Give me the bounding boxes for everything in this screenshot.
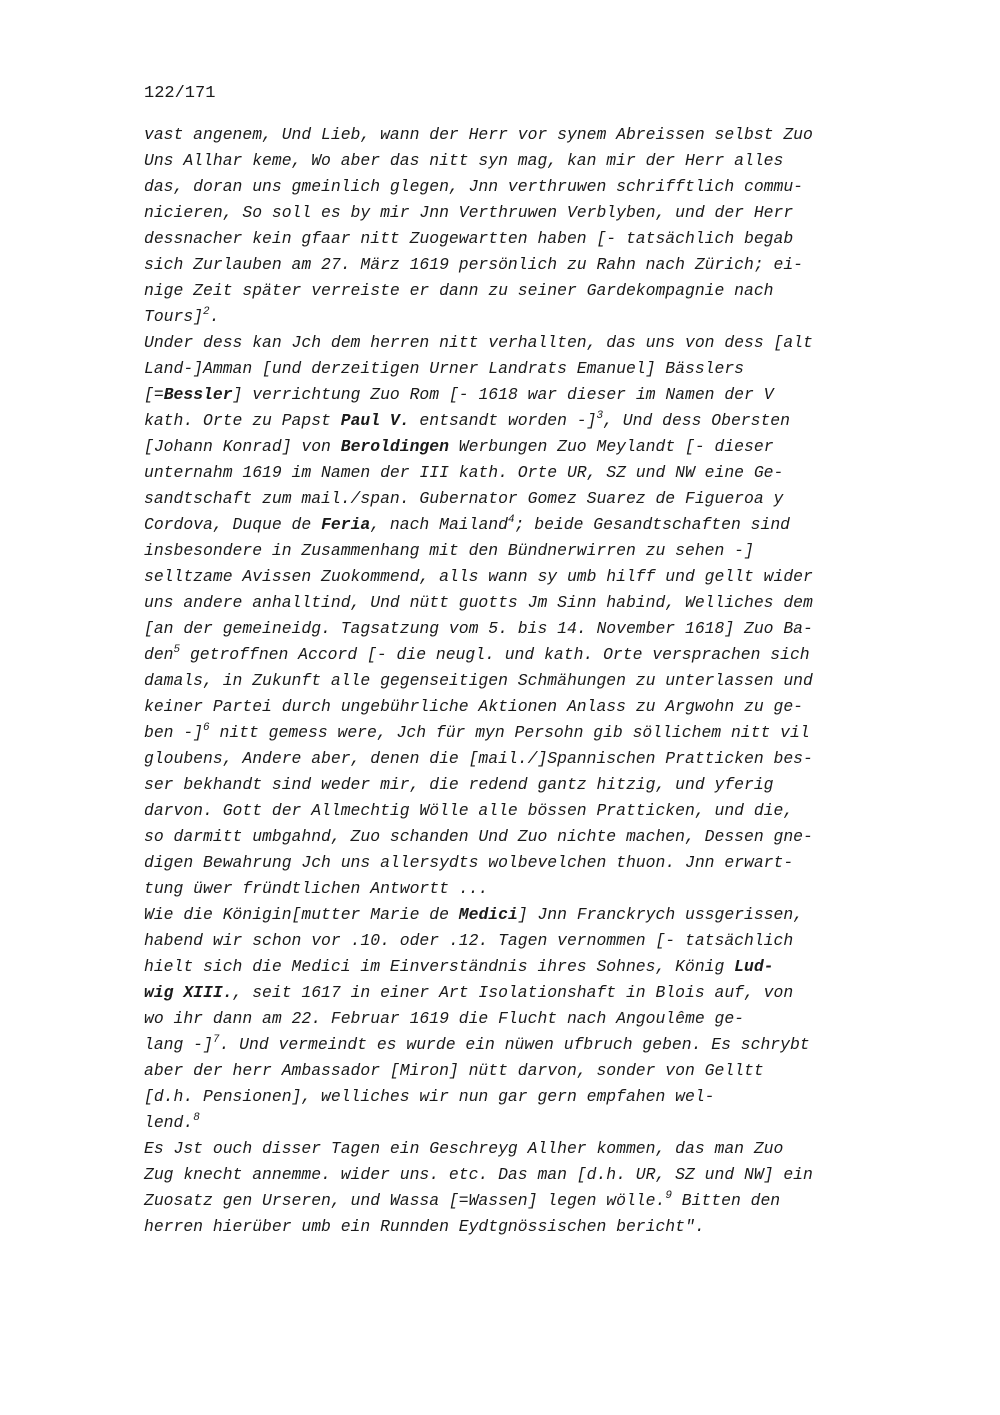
- emphasized-name: Paul V.: [340, 411, 410, 430]
- text-segment: [d.h. Pensionen], welliches wir nun gar gern empfahen wel-: [144, 1087, 715, 1106]
- text-line: [144, 824, 924, 850]
- text-segment: damals, in Zukunft alle gegenseitigen Schmähungen zu unterlassen und: [144, 671, 813, 690]
- document-body: [144, 122, 924, 1240]
- text-segment: ] Jnn Franckrych ussgerissen,: [517, 905, 804, 924]
- text-line: [144, 460, 924, 486]
- text-segment: digen Bewahrung Jch uns allersydts wolbevelchen thuon. Jnn erwart-: [144, 853, 794, 872]
- text-line: [144, 850, 924, 876]
- text-line: [144, 252, 924, 278]
- text-segment: Es Jst ouch disser Tagen ein Geschreyg Allher kommen, das man Zuo: [144, 1139, 784, 1158]
- footnote-reference: 6: [203, 722, 210, 734]
- text-segment: Uns Allhar keme, Wo aber das nitt syn mag, kan mir der Herr alles: [144, 151, 784, 170]
- text-line: [144, 304, 924, 330]
- text-line: [144, 330, 924, 356]
- text-line: [144, 980, 924, 1006]
- text-segment: so darmitt umbgahnd, Zuo schanden Und Zuo nichte machen, Dessen gne-: [144, 827, 813, 846]
- text-segment: aber der herr Ambassador [Miron] nütt darvon, sonder von Gelltt: [144, 1061, 764, 1080]
- text-segment: Zuosatz gen Urseren, und Wassa [=Wassen] legen wölle.: [144, 1191, 666, 1210]
- text-segment: Under dess kan Jch dem herren nitt verhallten, das uns von dess [alt: [144, 333, 813, 352]
- footnote-reference: 5: [173, 644, 181, 656]
- text-segment: [=: [144, 385, 164, 404]
- text-segment: Zug knecht annemme. wider uns. etc. Das man [d.h. UR, SZ und NW] ein: [144, 1165, 813, 1184]
- text-line: [144, 746, 924, 772]
- text-line: [144, 668, 924, 694]
- text-segment: darvon. Gott der Allmechtig Wölle alle bössen Pratticken, und die,: [144, 801, 794, 820]
- text-segment: insbesondere in Zusammenhang mit den Bündnerwirren zu sehen -]: [144, 541, 754, 560]
- text-segment: , nach Mailand: [370, 515, 508, 534]
- text-line: [144, 616, 924, 642]
- text-segment: Bitten den: [671, 1191, 781, 1210]
- footnote-reference: 3: [596, 410, 604, 422]
- text-segment: wo ihr dann am 22. Februar 1619 die Flucht nach Angoulême ge-: [144, 1009, 744, 1028]
- text-line: [144, 1110, 924, 1136]
- emphasized-name: Lud-: [734, 957, 774, 976]
- text-segment: Wie die Königin[mutter Marie de: [144, 905, 459, 924]
- text-segment: sich Zurlauben am 27. März 1619 persönlich zu Rahn nach Zürich; ei-: [144, 255, 804, 274]
- text-line: [144, 1188, 924, 1214]
- text-line: [144, 798, 924, 824]
- text-segment: den: [144, 645, 174, 664]
- text-segment: herren hierüber umb ein Runnden Eydtgnössischen bericht".: [144, 1217, 705, 1236]
- text-line: [144, 694, 924, 720]
- text-segment: . Und vermeindt es wurde ein nüwen ufbruch geben. Es schrybt: [219, 1035, 810, 1054]
- text-line: [144, 382, 924, 408]
- text-segment: lang -]: [144, 1035, 213, 1054]
- text-segment: dessnacher kein gfaar nitt Zuogewartten haben [- tatsächlich begab: [144, 229, 794, 248]
- text-line: [144, 642, 924, 668]
- text-line: [144, 1032, 924, 1058]
- text-segment: [Johann Konrad] von: [144, 437, 341, 456]
- page-number: 122/171: [144, 84, 216, 103]
- text-line: [144, 174, 924, 200]
- text-segment: tung üwer fründtlichen Antwortt ...: [144, 879, 489, 898]
- text-segment: ; beide Gesandtschaften sind: [514, 515, 790, 534]
- text-segment: Land-]Amman [und derzeitigen Urner Landrats Emanuel] Bässlers: [144, 359, 744, 378]
- text-segment: nige Zeit später verreiste er dann zu seiner Gardekompagnie nach: [144, 281, 774, 300]
- text-line: [144, 1006, 924, 1032]
- footnote-reference: 8: [193, 1112, 200, 1124]
- text-segment: sandtschaft zum mail./span. Gubernator Gomez Suarez de Figueroa y: [144, 489, 784, 508]
- text-segment: kath. Orte zu Papst: [144, 411, 341, 430]
- text-line: [144, 928, 924, 954]
- text-segment: ser bekhandt sind weder mir, die redend gantz hitzig, und yferig: [144, 775, 774, 794]
- text-segment: Cordova, Duque de: [144, 515, 322, 534]
- text-segment: Tours]: [144, 307, 204, 326]
- emphasized-name: Medici: [458, 905, 518, 924]
- text-line: [144, 356, 924, 382]
- text-line: [144, 538, 924, 564]
- emphasized-name: Beroldingen: [340, 437, 449, 456]
- text-segment: , seit 1617 in einer Art Isolationshaft in Blois auf, von: [232, 983, 794, 1002]
- text-segment: uns andere anhalltind, Und nütt guotts Jm Sinn habind, Welliches dem: [144, 593, 813, 612]
- text-segment: vast angenem, Und Lieb, wann der Herr vor synem Abreissen selbst Zuo: [144, 125, 813, 144]
- emphasized-name: Feria: [321, 515, 371, 534]
- text-segment: ben -]: [144, 723, 204, 742]
- text-line: [144, 902, 924, 928]
- text-line: [144, 278, 924, 304]
- text-line: [144, 408, 924, 434]
- text-segment: habend wir schon vor .10. oder .12. Tagen vernommen [- tatsächlich: [144, 931, 794, 950]
- text-line: [144, 226, 924, 252]
- text-line: [144, 772, 924, 798]
- text-segment: nitt gemess were, Jch für myn Persohn gib söllichem nitt vil: [209, 723, 810, 742]
- emphasized-name: wig XIII.: [144, 983, 233, 1002]
- text-line: [144, 954, 924, 980]
- text-line: [144, 486, 924, 512]
- text-line: [144, 434, 924, 460]
- text-segment: gloubens, Andere aber, denen die [mail./]Spannischen Pratticken bes-: [144, 749, 813, 768]
- text-segment: das, doran uns gmeinlich glegen, Jnn verthruwen schrifftlich commu-: [144, 177, 804, 196]
- text-segment: , Und dess Obersten: [603, 411, 790, 430]
- text-line: [144, 876, 924, 902]
- text-line: [144, 564, 924, 590]
- text-segment: .: [209, 307, 220, 326]
- text-line: [144, 122, 924, 148]
- text-line: [144, 148, 924, 174]
- text-segment: hielt sich die Medici im Einverständnis ihres Sohnes, König: [144, 957, 735, 976]
- text-line: [144, 200, 924, 226]
- footnote-reference: 7: [212, 1034, 220, 1046]
- text-segment: selltzame Avissen Zuokommend, alls wann sy umb hilff und gellt wider: [144, 567, 813, 586]
- text-line: [144, 1214, 924, 1240]
- text-line: [144, 512, 924, 538]
- text-segment: nicieren, So soll es by mir Jnn Verthruwen Verblyben, und der Herr: [144, 203, 794, 222]
- text-line: [144, 720, 924, 746]
- text-line: [144, 1162, 924, 1188]
- text-segment: unternahm 1619 im Namen der III kath. Orte UR, SZ und NW eine Ge-: [144, 463, 784, 482]
- footnote-reference: 4: [507, 514, 515, 526]
- text-segment: lend.: [144, 1113, 194, 1132]
- text-line: [144, 1058, 924, 1084]
- text-segment: [an der gemeineidg. Tagsatzung vom 5. bis 14. November 1618] Zuo Ba-: [144, 619, 813, 638]
- text-line: [144, 1084, 924, 1110]
- text-line: [144, 590, 924, 616]
- footnote-reference: 2: [203, 306, 210, 318]
- text-segment: getroffnen Accord [- die neugl. und kath. Orte versprachen sich: [180, 645, 810, 664]
- text-segment: keiner Partei durch ungebührliche Aktionen Anlass zu Argwohn zu ge-: [144, 697, 804, 716]
- text-segment: Werbungen Zuo Meylandt [- dieser: [448, 437, 774, 456]
- emphasized-name: Bessler: [163, 385, 233, 404]
- text-line: [144, 1136, 924, 1162]
- text-segment: entsandt worden -]: [409, 411, 597, 430]
- footnote-reference: 9: [665, 1190, 672, 1202]
- text-segment: ] verrichtung Zuo Rom [- 1618 war dieser im Namen der V: [232, 385, 774, 404]
